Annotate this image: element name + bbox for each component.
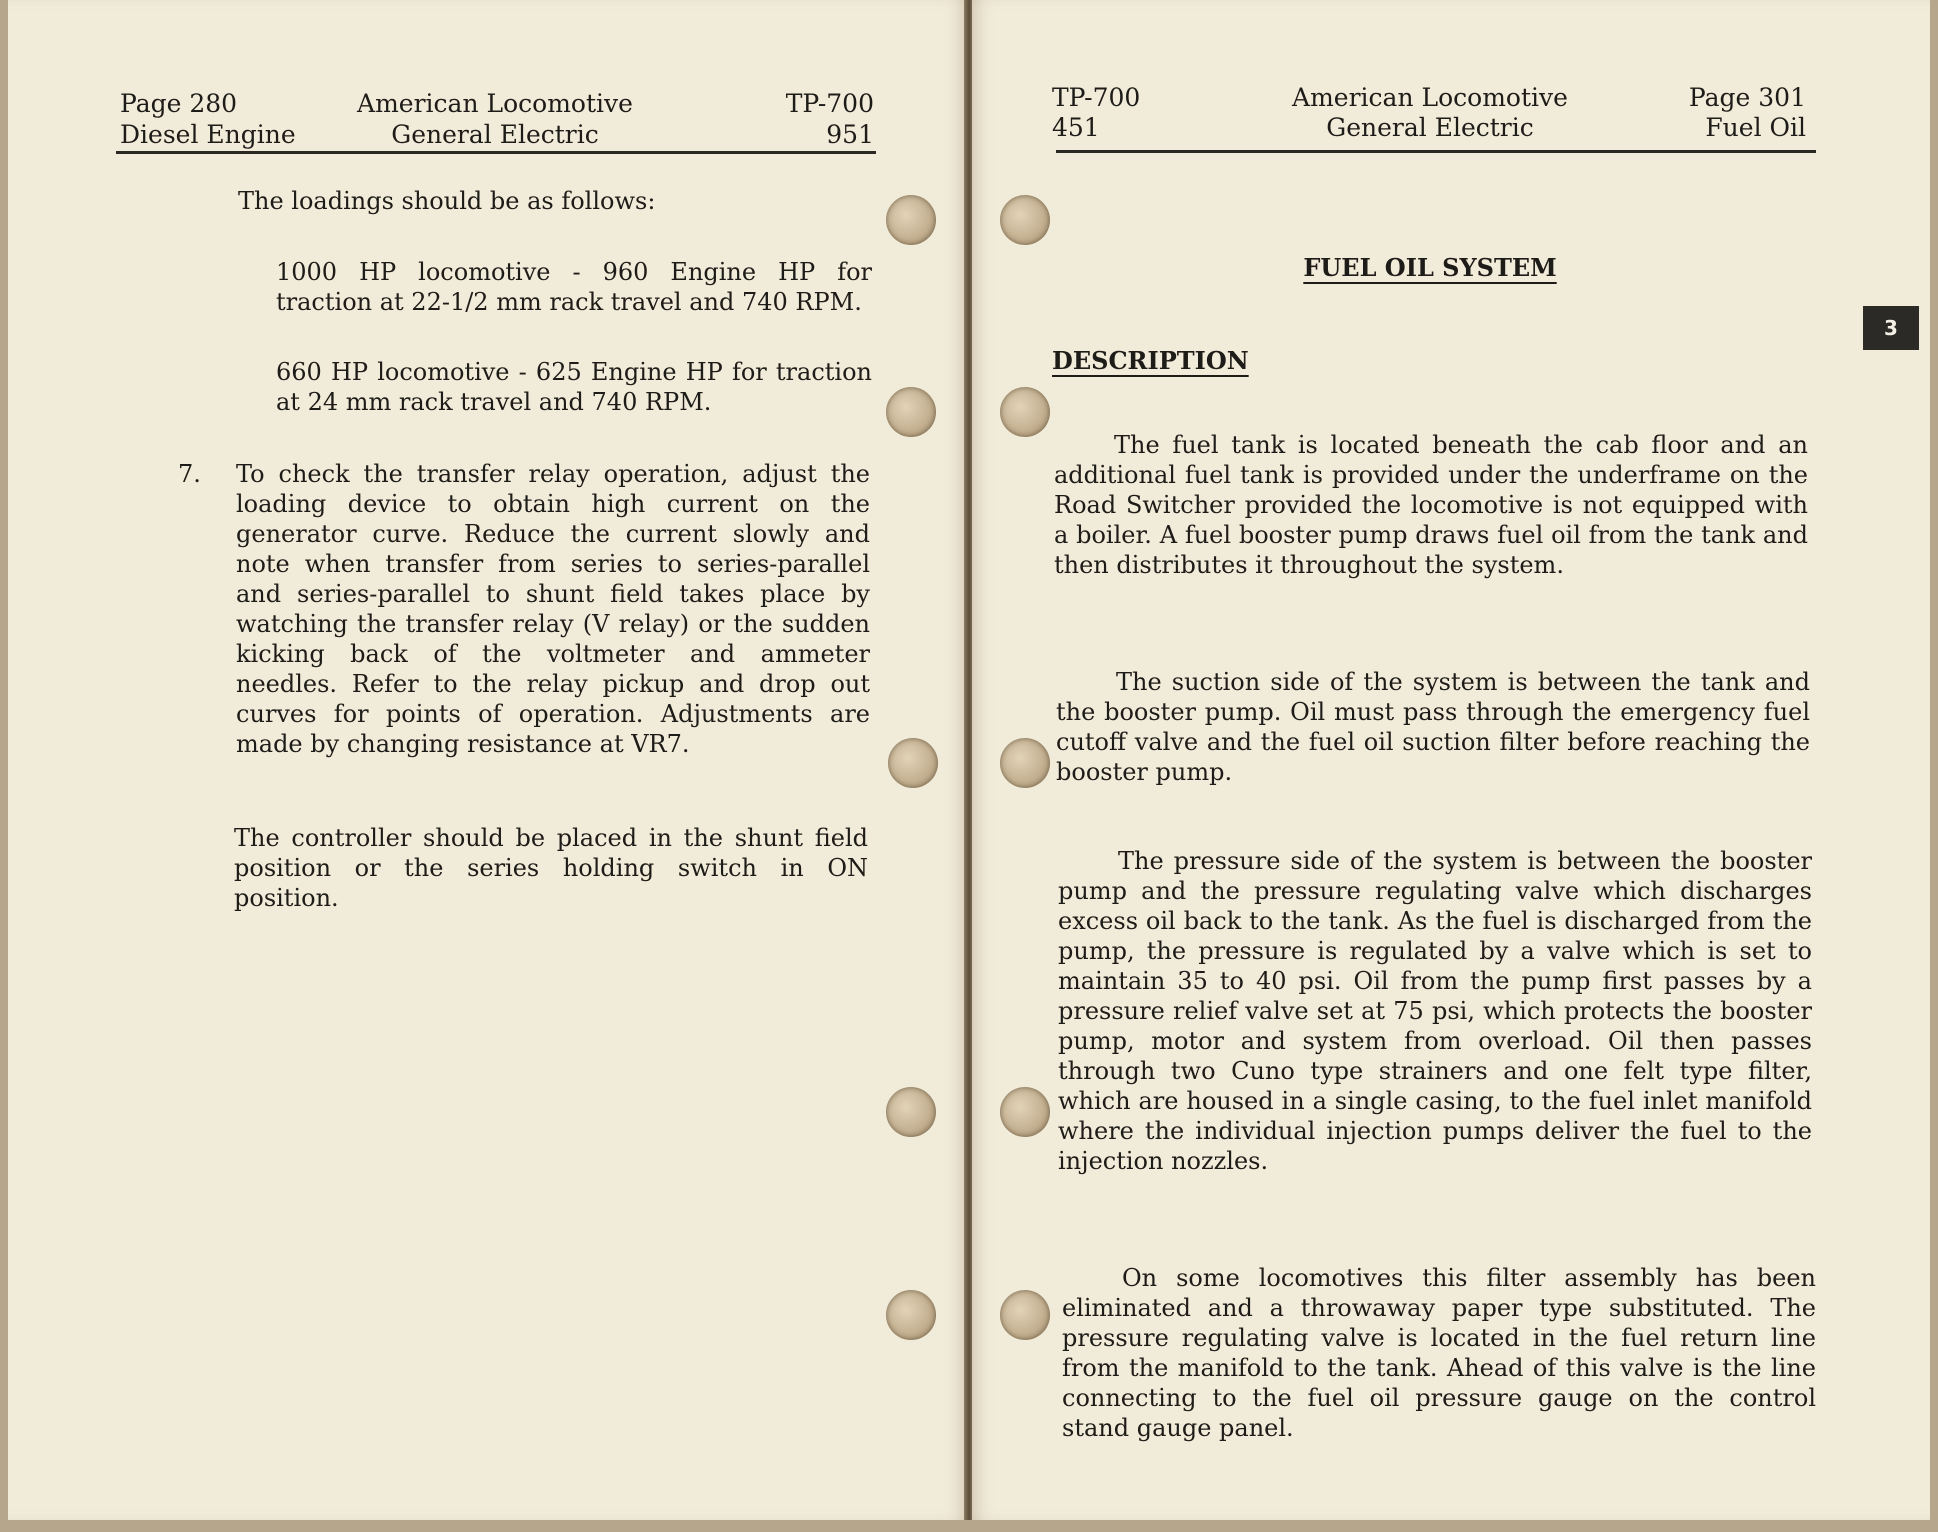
- left-header-rule: [116, 151, 876, 154]
- right-page-number: Page 301: [1688, 83, 1806, 112]
- punch-hole: [1000, 387, 1050, 437]
- left-tp-number: TP-700: [785, 89, 874, 118]
- section-title: FUEL OIL SYSTEM: [1303, 253, 1557, 282]
- description-heading: DESCRIPTION: [1052, 346, 1249, 375]
- loadings-intro: The loadings should be as follows:: [238, 187, 656, 215]
- left-page: [8, 0, 966, 1520]
- punch-hole: [888, 738, 938, 788]
- right-sub-number: 451: [1052, 113, 1100, 142]
- punch-hole: [1000, 1290, 1050, 1340]
- description-paragraph-3: The pressure side of the system is between the booster pump and the pressure regulating valve which discharges excess oil back to the tank. As the fuel is discharged from the pump, the pressure is regulated by a valve which is set to maintain 35 to 40 psi. Oil from the pump first passes by a pressure relief valve set at 75 psi, which protects the booster pump, motor and system from overload. Oil then passes through two Cuno type strainers and one felt type filter, which are housed in a single casing, to the fuel inlet manifold where the individual injection pumps deliver the fuel to the injection nozzles.: [1058, 847, 1812, 1175]
- punch-hole: [886, 1087, 936, 1137]
- right-tp-number: TP-700: [1052, 83, 1141, 112]
- punch-hole: [886, 195, 936, 245]
- punch-hole: [886, 387, 936, 437]
- left-sub-number: 951: [826, 120, 874, 149]
- step-7-text: To check the transfer relay operation, adjust the loading device to obtain high current on the generator curve. Reduce the current slowly and note when transfer from series to series-parallel and series-parallel to shunt field takes place by watching the transfer relay (V relay) or the sudden kicking back of the voltmeter and ammeter needles. Refer to the relay pickup and drop out curves for points of operation. Adjustments are made by changing resistance at VR7.: [236, 460, 870, 758]
- left-section-name: Diesel Engine: [120, 120, 296, 149]
- description-paragraph-1: The fuel tank is located beneath the cab floor and an additional fuel tank is provided under the underframe on the Road Switcher provided the locomotive is not equipped with a boiler. A fuel booster pump draws fuel oil from the tank and then distributes it throughout the system.: [1054, 431, 1808, 579]
- loading-1000hp: 1000 HP locomotive - 960 Engine HP for traction at 22-1/2 mm rack travel and 740 RPM.: [276, 258, 872, 316]
- right-header-rule: [1056, 150, 1816, 153]
- left-page-number: Page 280: [120, 89, 238, 118]
- step-number: 7.: [178, 460, 201, 488]
- loading-660hp: 660 HP locomotive - 625 Engine HP for traction at 24 mm rack travel and 740 RPM.: [276, 358, 872, 416]
- right-publisher-line1: American Locomotive: [1292, 83, 1568, 112]
- controller-paragraph: The controller should be placed in the shunt field position or the series holding switch in ON position.: [234, 824, 868, 912]
- right-publisher-line2: General Electric: [1326, 113, 1534, 142]
- punch-hole: [1000, 1087, 1050, 1137]
- punch-hole: [886, 1290, 936, 1340]
- section-tab: 3: [1863, 306, 1919, 350]
- punch-hole: [1000, 195, 1050, 245]
- left-publisher-line2: General Electric: [391, 120, 599, 149]
- punch-hole: [1000, 738, 1050, 788]
- description-paragraph-2: The suction side of the system is between the tank and the booster pump. Oil must pass through the emergency fuel cutoff valve and the fuel oil suction filter before reaching the booster pump.: [1056, 668, 1810, 786]
- description-paragraph-4: On some locomotives this filter assembly has been eliminated and a throwaway paper type substituted. The pressure regulating valve is located in the fuel return line from the manifold to the tank. Ahead of this valve is the line connecting to the fuel oil pressure gauge on the control stand gauge panel.: [1062, 1264, 1816, 1442]
- left-publisher-line1: American Locomotive: [357, 89, 633, 118]
- right-section-name: Fuel Oil: [1705, 113, 1806, 142]
